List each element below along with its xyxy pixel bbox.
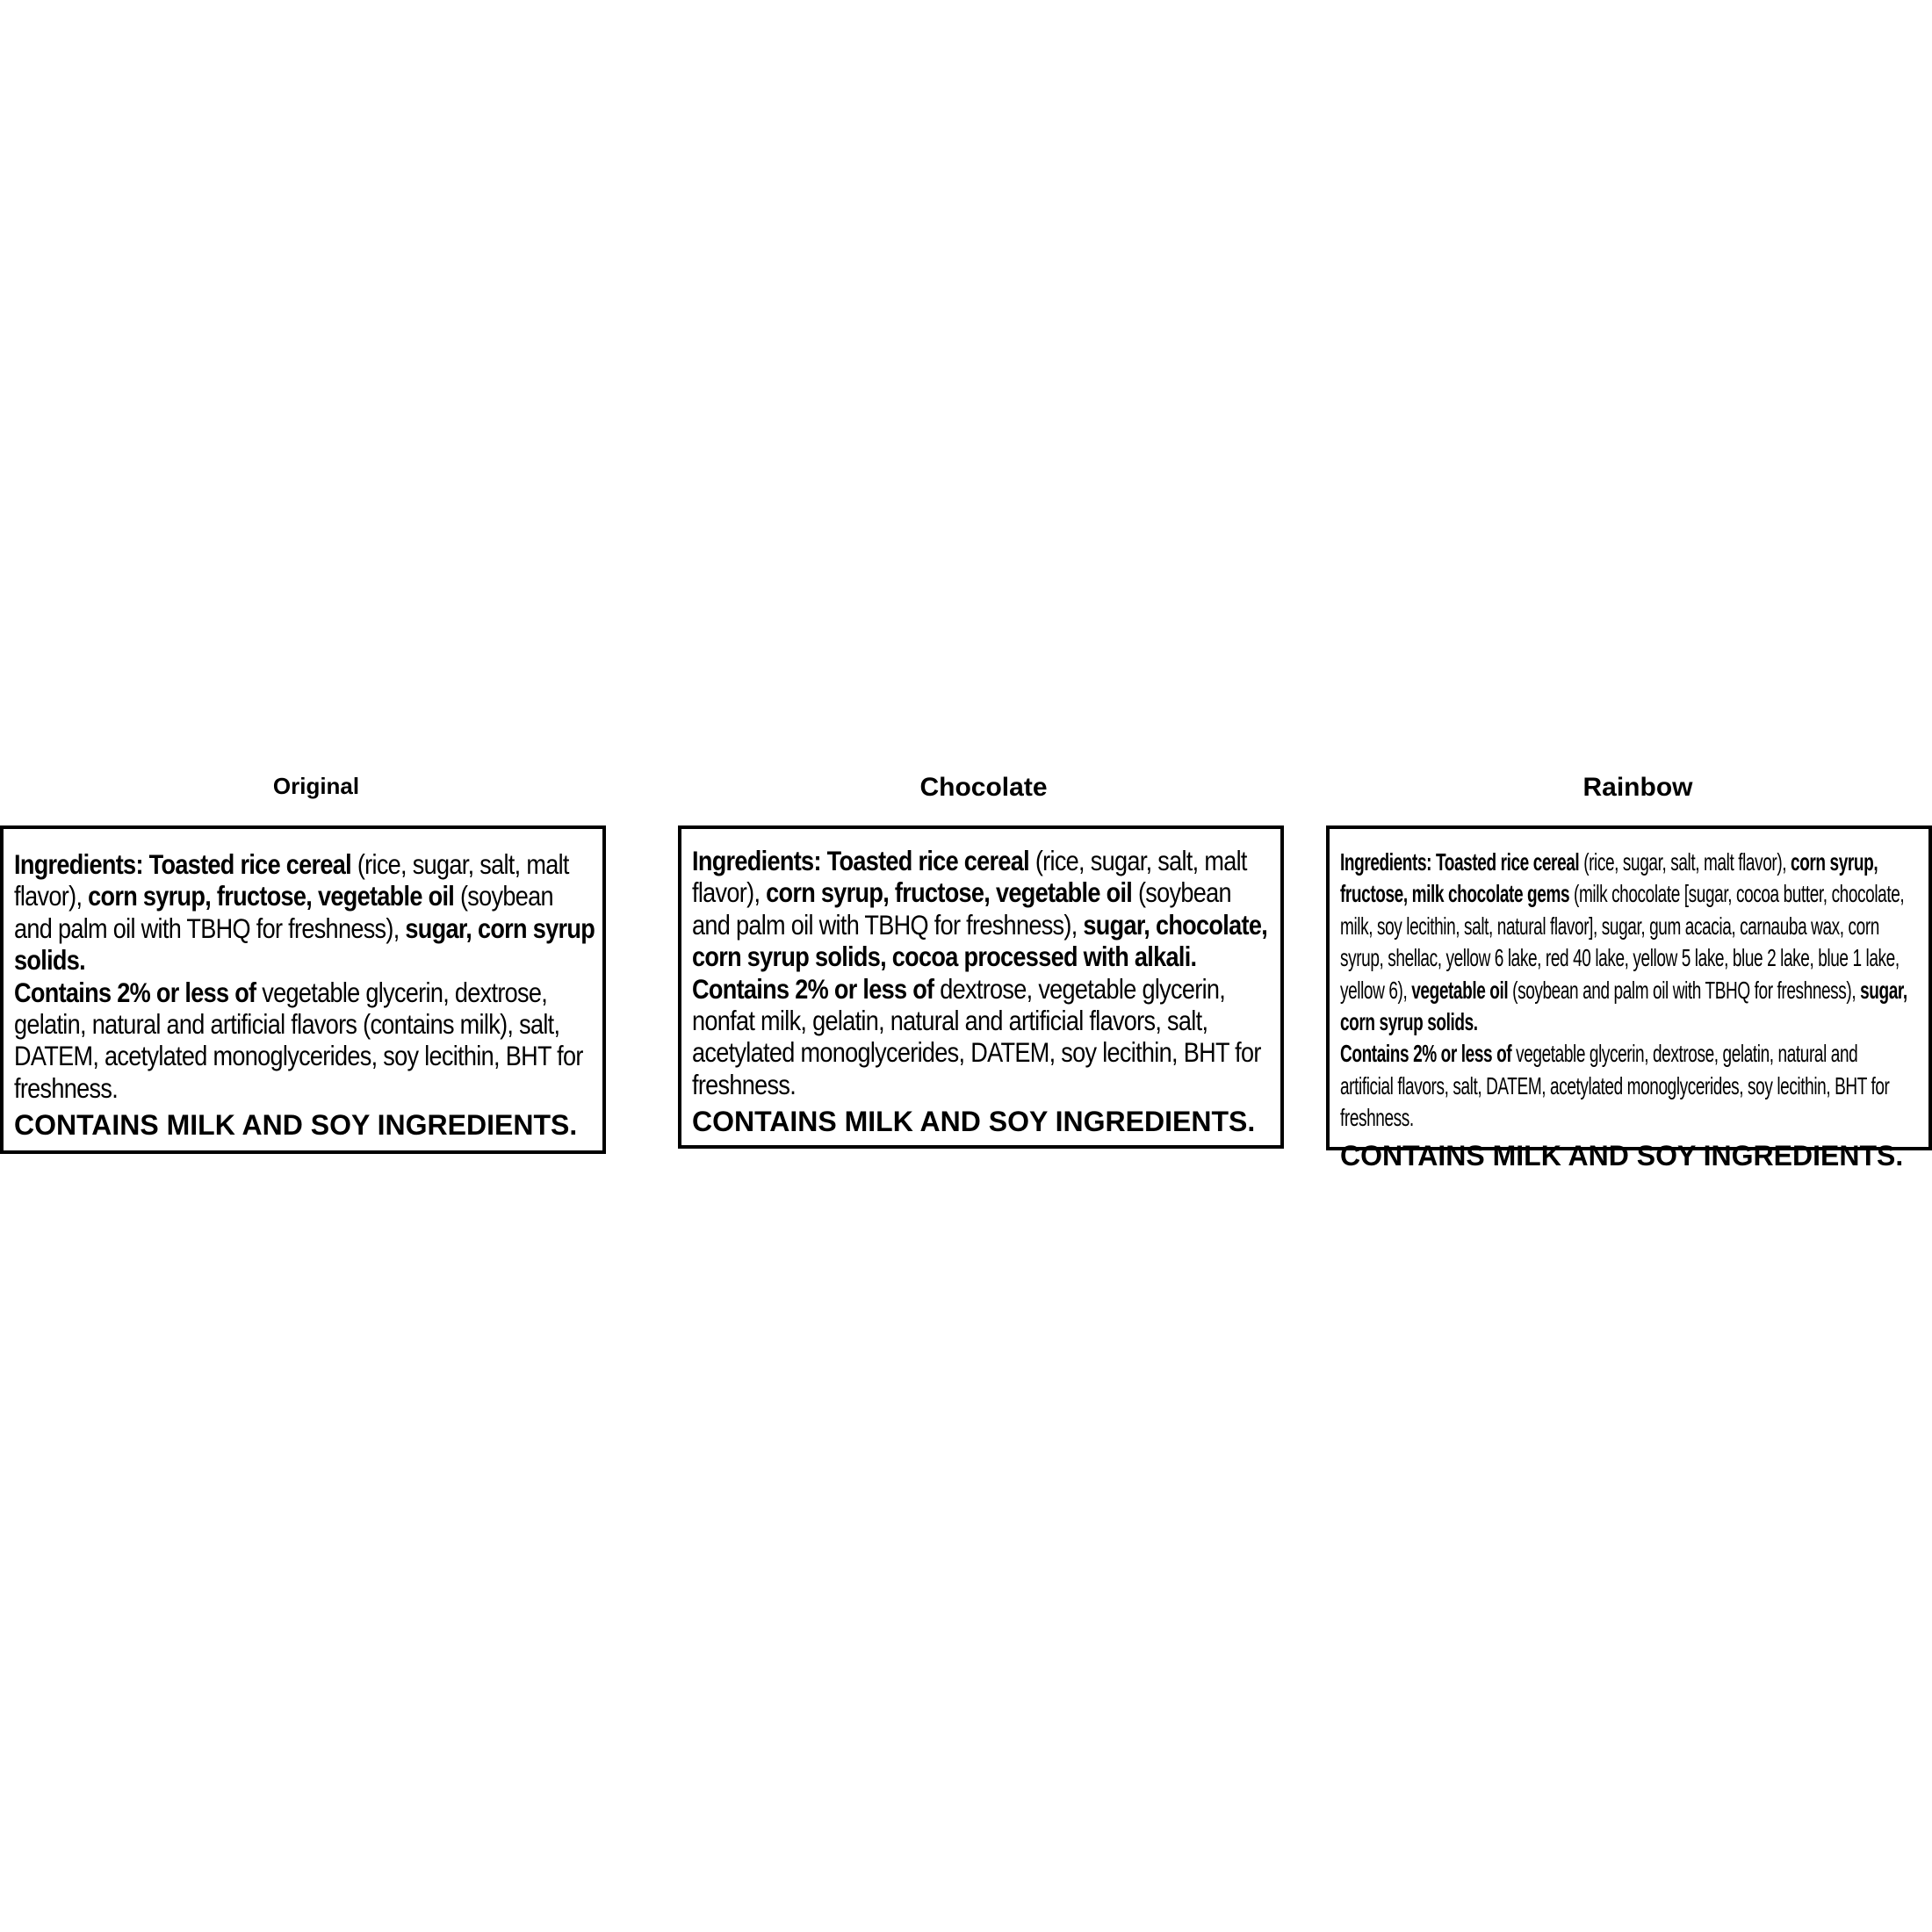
ingredient-detail: (soybean and palm oil with TBHQ for freshness),: [1508, 976, 1861, 1004]
contains-label: Contains 2% or less of: [14, 976, 256, 1008]
ingredients-text: [1340, 847, 1914, 1135]
ingredients-text: [692, 845, 1273, 1100]
ingredient-bold: sugar, corn syrup solids.: [14, 912, 595, 977]
ingredients-label: Ingredients:: [1340, 848, 1432, 876]
ingredient-bold: sugar, corn syrup solids.: [1340, 976, 1907, 1036]
ingredient-detail: (milk chocolate [sugar, cocoa butter, chocolate, milk, soy lecithin, salt, natural flavor], sugar, gum acacia, carnauba wax, corn syrup, shellac, yellow 6 lake, red 40 lake, yellow 5 lake, blue 2 lake, blue 1 lake, yellow 6),: [1340, 880, 1905, 1004]
contains-detail: dextrose, vegetable glycerin, nonfat milk, gelatin, natural and artificial flavors, salt, acetylated monoglycerides, DATEM, soy lecithin, BHT for freshness.: [692, 972, 1261, 1100]
contains-detail: vegetable glycerin, dextrose, gelatin, natural and artificial flavors (contains milk), salt, DATEM, acetylated monoglycerides, soy lecithin, BHT for freshness.: [14, 976, 583, 1104]
ingredients-panel-original: [0, 825, 606, 1154]
allergen-statement: CONTAINS MILK AND SOY INGREDIENTS.: [692, 1106, 1256, 1138]
allergen-statement: CONTAINS MILK AND SOY INGREDIENTS.: [1340, 1139, 1904, 1171]
ingredient-bold: Toasted rice cereal: [826, 845, 1029, 876]
allergen-statement: CONTAINS MILK AND SOY INGREDIENTS.: [14, 1109, 578, 1142]
ingredient-detail: (rice, sugar, salt, malt flavor),: [1579, 848, 1791, 876]
ingredients-panel-rainbow: [1326, 825, 1932, 1171]
ingredients-panel-chocolate: [678, 825, 1284, 1149]
ingredients-label: Ingredients:: [692, 845, 821, 876]
ingredient-bold: corn syrup, fructose, vegetable oil: [88, 880, 455, 912]
ingredient-bold: sugar, chocolate, corn syrup solids, cocoa processed with alkali.: [692, 908, 1268, 973]
flavor-title-original: Original: [272, 773, 360, 799]
flavor-title-rainbow: Rainbow: [1582, 773, 1693, 802]
ingredient-detail: (soybean and palm oil with TBHQ for freshness),: [14, 880, 553, 944]
ingredients-text: [14, 848, 595, 1104]
ingredient-bold: corn syrup, fructose, milk chocolate gems: [1340, 848, 1878, 908]
ingredient-bold: Toasted rice cereal: [1435, 848, 1580, 876]
flavor-title-chocolate: Chocolate: [919, 773, 1048, 802]
ingredients-label: Ingredients:: [14, 848, 143, 880]
ingredient-detail: (soybean and palm oil with TBHQ for freshness),: [692, 876, 1231, 941]
ingredient-bold: Toasted rice cereal: [148, 848, 351, 880]
ingredient-detail: (rice, sugar, salt, malt flavor),: [692, 845, 1247, 909]
ingredient-bold: corn syrup, fructose, vegetable oil: [766, 876, 1133, 909]
ingredient-detail: (rice, sugar, salt, malt flavor),: [14, 848, 569, 912]
contains-label: Contains 2% or less of: [692, 972, 934, 1005]
contains-detail: vegetable glycerin, dextrose, gelatin, natural and artificial flavors, salt, DATEM, acetylated monoglycerides, soy lecithin, BHT for freshness.: [1340, 1040, 1890, 1132]
ingredient-bold: vegetable oil: [1411, 976, 1509, 1004]
contains-label: Contains 2% or less of: [1340, 1040, 1512, 1068]
